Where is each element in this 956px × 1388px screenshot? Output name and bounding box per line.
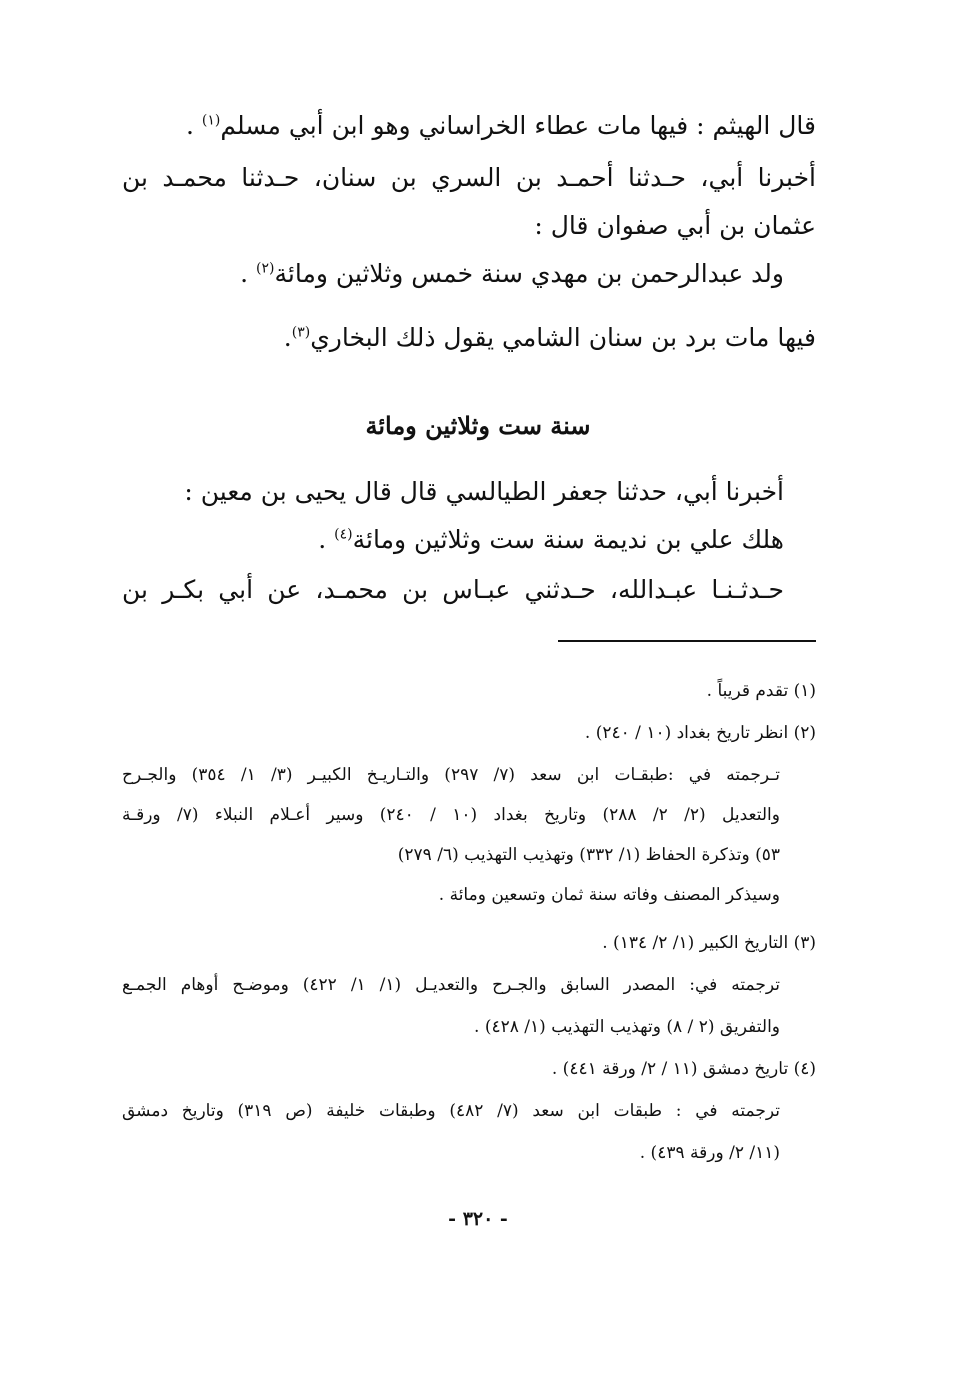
main-text-line: أخبرنا أبي، حدثنا جعفر الطيالسي قال قال يحيى بن معين : (184, 477, 784, 506)
footnote: (٤) تاريخ دمشق (١١ / ٢/ ورقة ٤٤١) . (551, 1059, 816, 1079)
footnote-line: والتعديل (٢/ ٢/ ٢٨٨) وتاريخ بغداد (١٠ / ٢٤٠) وسير أعـلام النبلاء (٧/ ورقـة (122, 805, 780, 825)
footnote-line: وسيذكر المصنف وفاته سنة ثمان وتسعين ومائة . (438, 885, 780, 905)
main-text-line: حـدثـنـا عبـدالله، حـدثني عبـاس بن محمـد، عن أبي بكـر بن (122, 575, 784, 604)
main-text-line: فيها مات برد بن سنان الشامي يقول ذلك البخاري$^{(٣)}$. (283, 323, 816, 352)
footnote-ref: (٣) (291, 324, 311, 341)
footnote-line: ترجمته في: المصدر السابق والجـرح والتعديـل (١/ ١/ ٤٢٢) وموضـح أوهام الجمـع (122, 975, 780, 995)
footnote-ref: (٤) (334, 526, 353, 543)
footnote-line: ترجمته في : طبقات ابن سعد (٧/ ٤٨٢) وطبقات خليفة (ص ٣١٩) وتاريخ دمشق (122, 1101, 780, 1121)
footnote: (١) تقدم قريباً . (706, 681, 816, 701)
footnote-line: ٥٣) وتذكرة الحفاظ (١/ ٣٣٢) وتهذيب التهذيب (٦/ ٢٧٩) (397, 845, 780, 865)
footnote-line: والتفريق (٢ / ٨) وتهذيب التهذيب (١/ ٤٢٨) . (474, 1017, 780, 1037)
main-text-line: قال الهيثم : فيها مات عطاء الخراساني وهو ابن أبي مسلم$^{(١)}$ . (185, 111, 816, 140)
footnote-ref: (١) (201, 112, 221, 129)
footnote-line: (١١/ ٢/ ورقة ٤٣٩) . (639, 1143, 780, 1163)
footnote-separator (558, 640, 816, 642)
footnote-line: تـرجمته في :طبقـات ابن سعد (٧/ ٢٩٧) والتـاريـخ الكبيـر (٣/ ١/ ٣٥٤) والجـرح (122, 765, 780, 785)
main-text-line: عثمان بن أبي صفوان قال : (534, 211, 816, 240)
main-text-line: هلك علي بن نديمة سنة ست وثلاثين ومائة$^{(٤)}$ . (318, 525, 784, 554)
main-text-line: ولد عبدالرحمن بن مهدي سنة خمس وثلاثين ومائة$^{(٢)}$ . (240, 259, 784, 288)
page-number: - ٣٢٠ - (448, 1208, 508, 1230)
footnote: (٣) التاريخ الكبير (١/ ٢/ ١٣٤) . (602, 933, 816, 953)
footnote: (٢) انظر تاريخ بغداد (١٠ / ٢٤٠) . (584, 723, 816, 743)
section-heading: سنة ست وثلاثين ومائة (365, 411, 591, 440)
footnote-ref: (٢) (256, 260, 275, 277)
main-text-line: أخبرنا أبي، حـدثنا أحمـد بن السري بن سنان، حـدثنا محمـد بن (122, 163, 816, 192)
